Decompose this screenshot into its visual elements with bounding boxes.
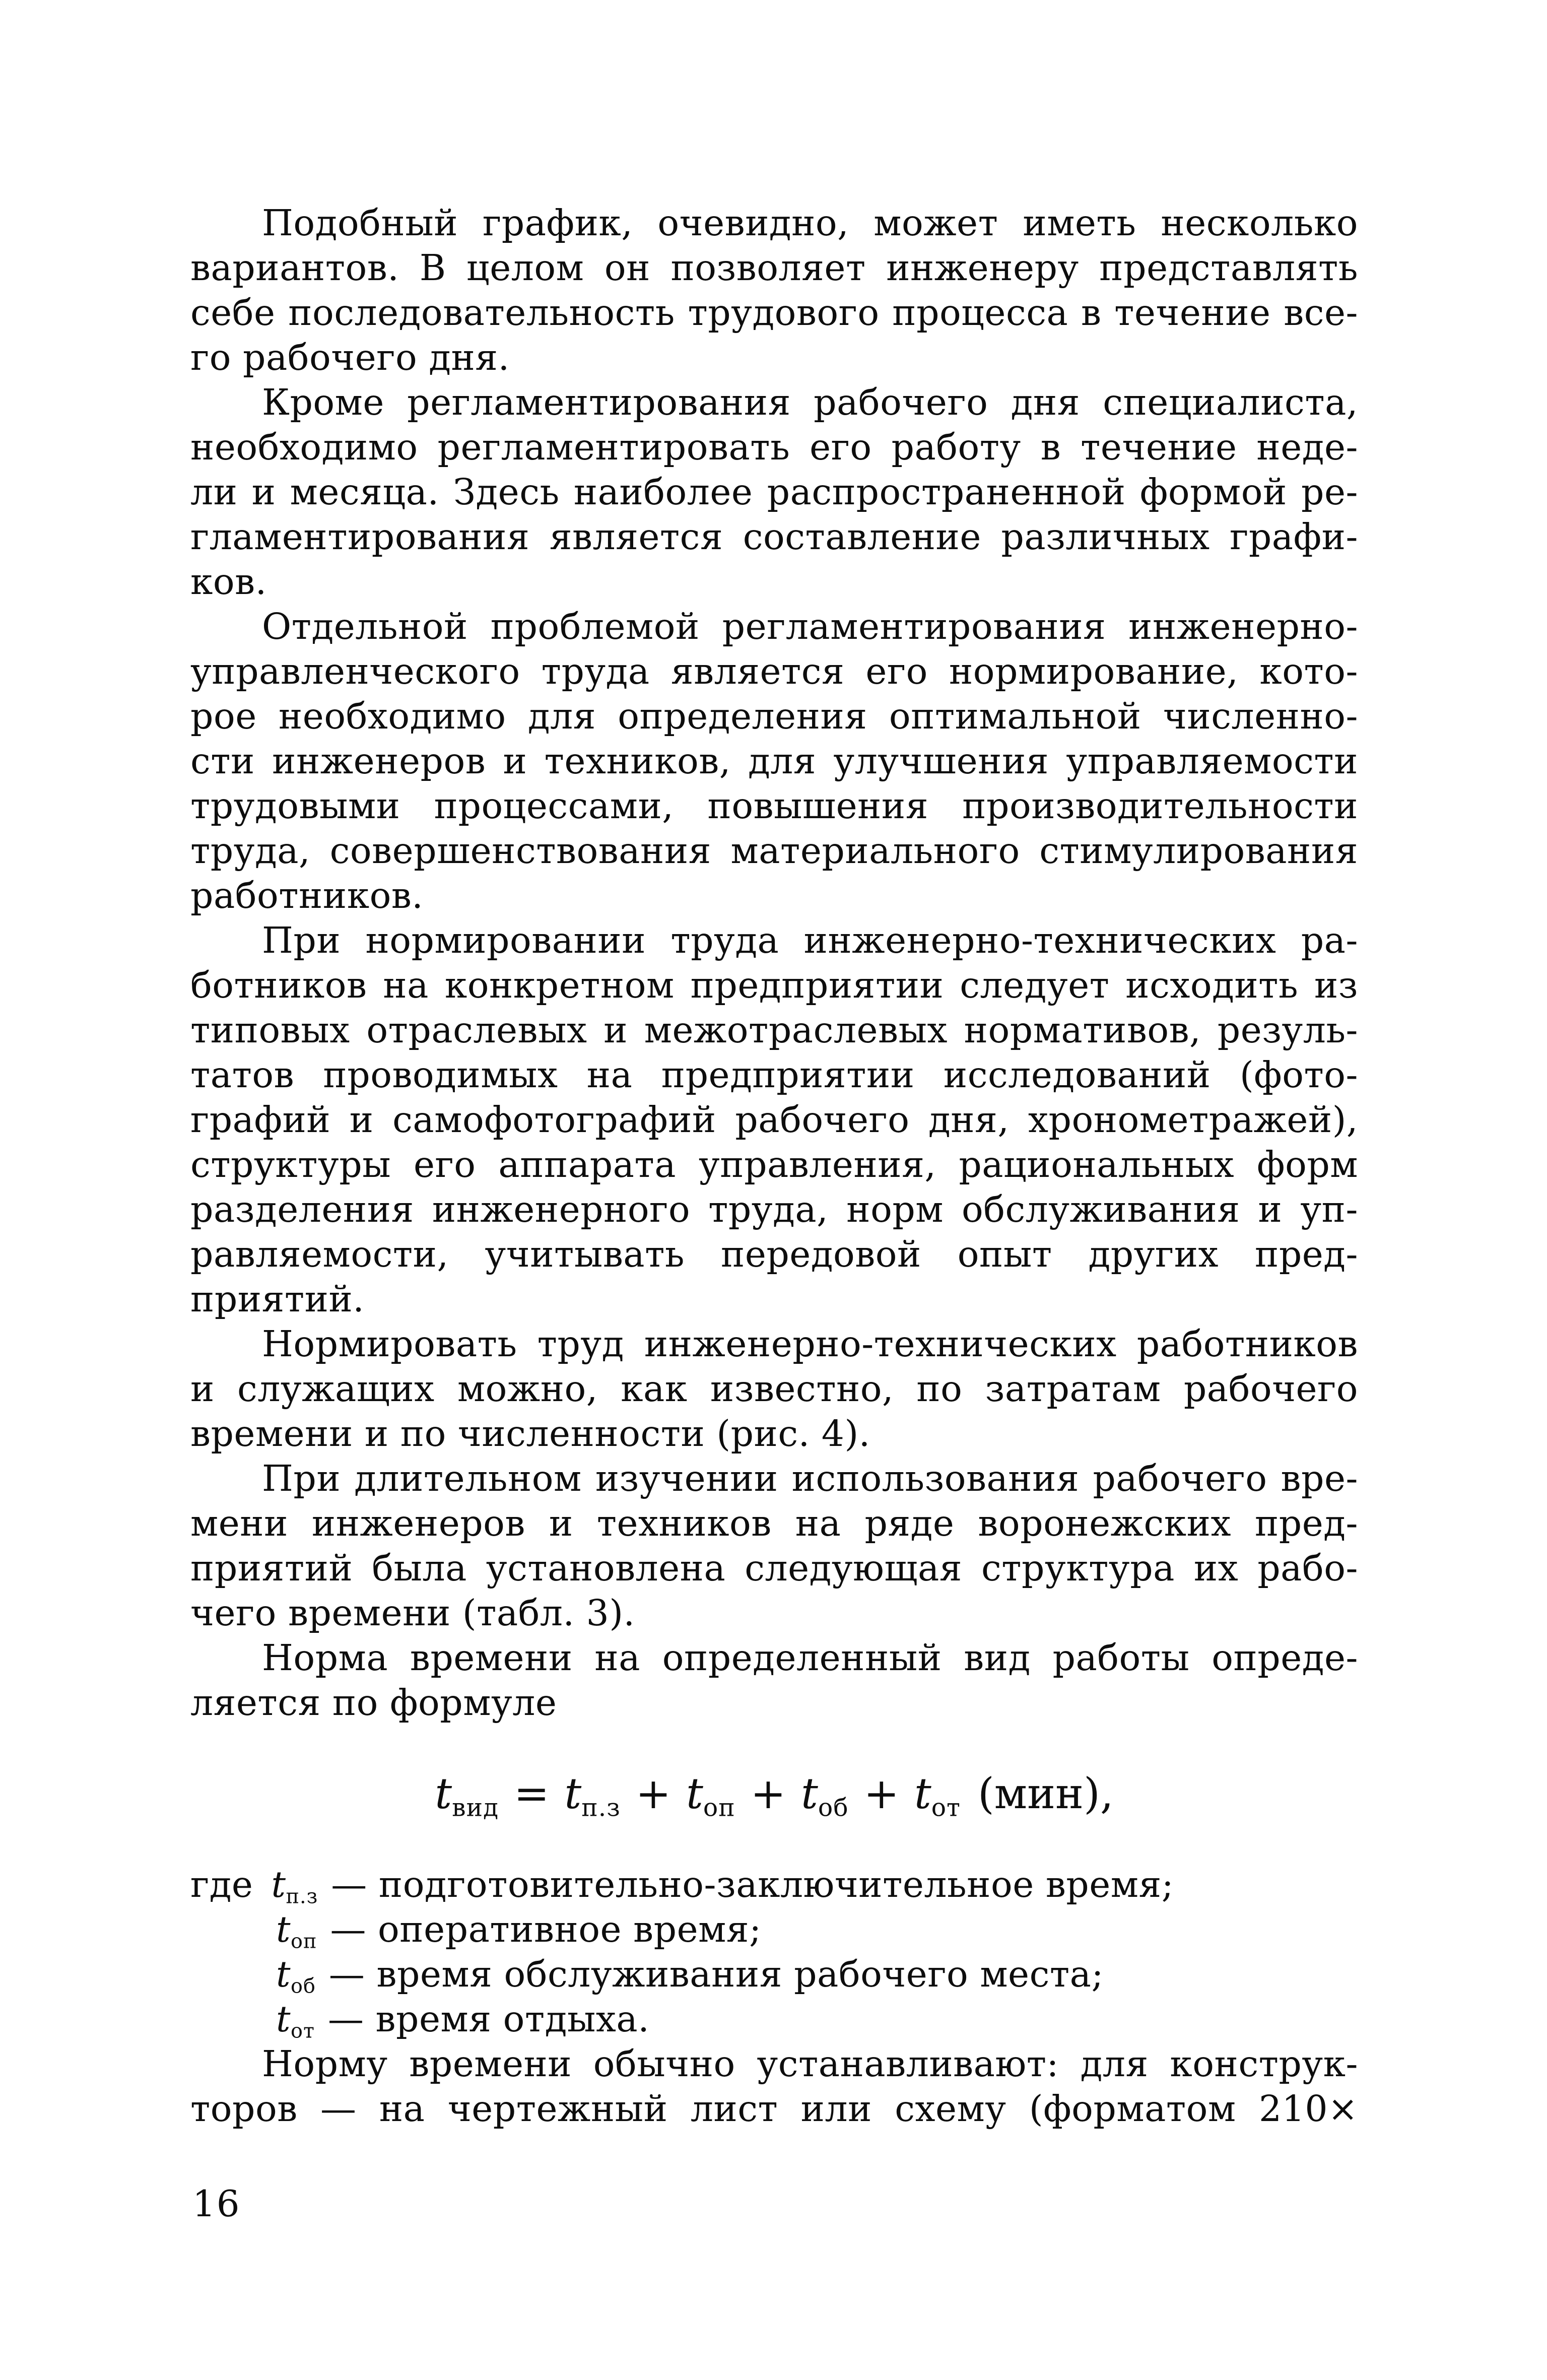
legend-text: — подготовительно-заключительное время; <box>331 1864 1174 1905</box>
formula-operator: = <box>514 1769 550 1818</box>
text-line: При длительном изучении использования рабочего вре- <box>262 1458 1358 1499</box>
paragraph <box>190 918 1358 1321</box>
legend-line <box>190 1862 1358 1907</box>
legend-line <box>190 1907 1358 1952</box>
text-line: графий и самофотографий рабочего дня, хронометражей), <box>190 1099 1358 1141</box>
formula-variable: t <box>914 1769 931 1818</box>
text-line: сти инженеров и техников, для улучшения управляемости <box>190 740 1358 782</box>
formula-operator: + <box>635 1769 671 1818</box>
formula-subscript: оп <box>703 1794 735 1822</box>
formula-legend <box>190 1862 1358 2041</box>
formula-variable: t <box>686 1769 703 1818</box>
text-line: ляется по формуле <box>190 1682 557 1724</box>
text-line: Кроме регламентирования рабочего дня специалиста, <box>262 381 1358 423</box>
legend-variable: t <box>276 1998 291 2040</box>
legend-subscript: от <box>291 2019 315 2043</box>
formula-operator: + <box>750 1769 786 1818</box>
legend-variable: t <box>276 1908 291 1950</box>
legend-text: — оперативное время; <box>330 1908 762 1950</box>
text-line: времени и по численности (рис. 4). <box>190 1413 870 1455</box>
formula-variable: t <box>564 1769 582 1818</box>
text-line: структуры его аппарата управления, рациональных форм <box>190 1144 1358 1185</box>
legend-line <box>190 1952 1358 1997</box>
text-line: го рабочего дня. <box>190 337 510 378</box>
formula-subscript: вид <box>452 1794 499 1822</box>
formula-unit: (мин), <box>978 1769 1114 1818</box>
text-line: разделения инженерного труда, норм обслуживания и уп- <box>190 1188 1358 1230</box>
paragraph <box>190 380 1358 604</box>
text-line: чего времени (табл. 3). <box>190 1592 635 1634</box>
legend-variable: t <box>276 1953 291 1995</box>
paragraph <box>190 604 1358 918</box>
text-line: управленческого труда является его нормирование, кото- <box>190 650 1358 692</box>
formula-variable: t <box>435 1769 452 1818</box>
formula-operator: + <box>863 1769 899 1818</box>
text-line: мени инженеров и техников на ряде воронежских пред- <box>190 1502 1358 1544</box>
legend-text: — время отдыха. <box>327 1998 650 2040</box>
text-line: себе последовательность трудового процесса в течение все- <box>190 292 1358 334</box>
text-line: Подобный график, очевидно, может иметь несколько <box>262 202 1358 244</box>
formula-subscript: об <box>818 1794 849 1822</box>
text-line: Отдельной проблемой регламентирования инженерно- <box>262 606 1358 647</box>
formula-variable: t <box>801 1769 818 1818</box>
formula-subscript: п.з <box>581 1794 621 1822</box>
text-line: торов — на чертежный лист или схему (форматом 210× <box>190 2088 1358 2130</box>
text-line: ли и месяца. Здесь наиболее распространенной формой ре- <box>190 471 1358 513</box>
paragraph <box>190 201 1358 380</box>
text-line: Нормировать труд инженерно-технических работников <box>262 1323 1358 1365</box>
legend-lead: где <box>190 1864 253 1905</box>
legend-variable: t <box>271 1864 286 1905</box>
text-block <box>190 201 1358 2131</box>
text-line: татов проводимых на предприятии исследований (фото- <box>190 1054 1358 1096</box>
legend-line <box>190 1997 1358 2041</box>
paragraph <box>190 1635 1358 1725</box>
legend-subscript: п.з <box>286 1885 318 1908</box>
text-line: Норма времени на определенный вид работы опреде- <box>262 1637 1358 1679</box>
formula <box>190 1765 1358 1822</box>
text-line: рое необходимо для определения оптимальной численно- <box>190 695 1358 737</box>
legend-subscript: об <box>291 1974 316 1998</box>
text-line: приятий была установлена следующая структура их рабо- <box>190 1547 1358 1589</box>
text-line: труда, совершенствования материального стимулирования <box>190 830 1358 872</box>
text-line: Норму времени обычно устанавливают: для конструк- <box>262 2043 1358 2085</box>
formula-subscript: от <box>931 1794 961 1822</box>
legend-text: — время обслуживания рабочего места; <box>328 1953 1104 1995</box>
paragraph <box>190 1456 1358 1635</box>
text-line: ботников на конкретном предприятии следует исходить из <box>190 964 1358 1006</box>
text-line: и служащих можно, как известно, по затратам рабочего <box>190 1368 1358 1410</box>
text-line: необходимо регламентировать его работу в течение неде- <box>190 426 1358 468</box>
text-line: равляемости, учитывать передовой опыт других пред- <box>190 1233 1358 1275</box>
text-line: типовых отраслевых и межотраслевых нормативов, резуль- <box>190 1009 1358 1051</box>
legend-subscript: оп <box>291 1930 317 1953</box>
page-number: 16 <box>192 2183 241 2225</box>
text-line: вариантов. В целом он позволяет инженеру представлять <box>190 247 1358 289</box>
text-line: При нормировании труда инженерно-технических ра- <box>262 919 1358 961</box>
text-line: трудовыми процессами, повышения производительности <box>190 785 1358 827</box>
text-line: ков. <box>190 561 267 603</box>
paragraph <box>190 2041 1358 2131</box>
text-line: гламентирования является составление различных графи- <box>190 516 1358 558</box>
text-line: работников. <box>190 875 424 916</box>
text-line: приятий. <box>190 1278 365 1320</box>
paragraph <box>190 1321 1358 1456</box>
